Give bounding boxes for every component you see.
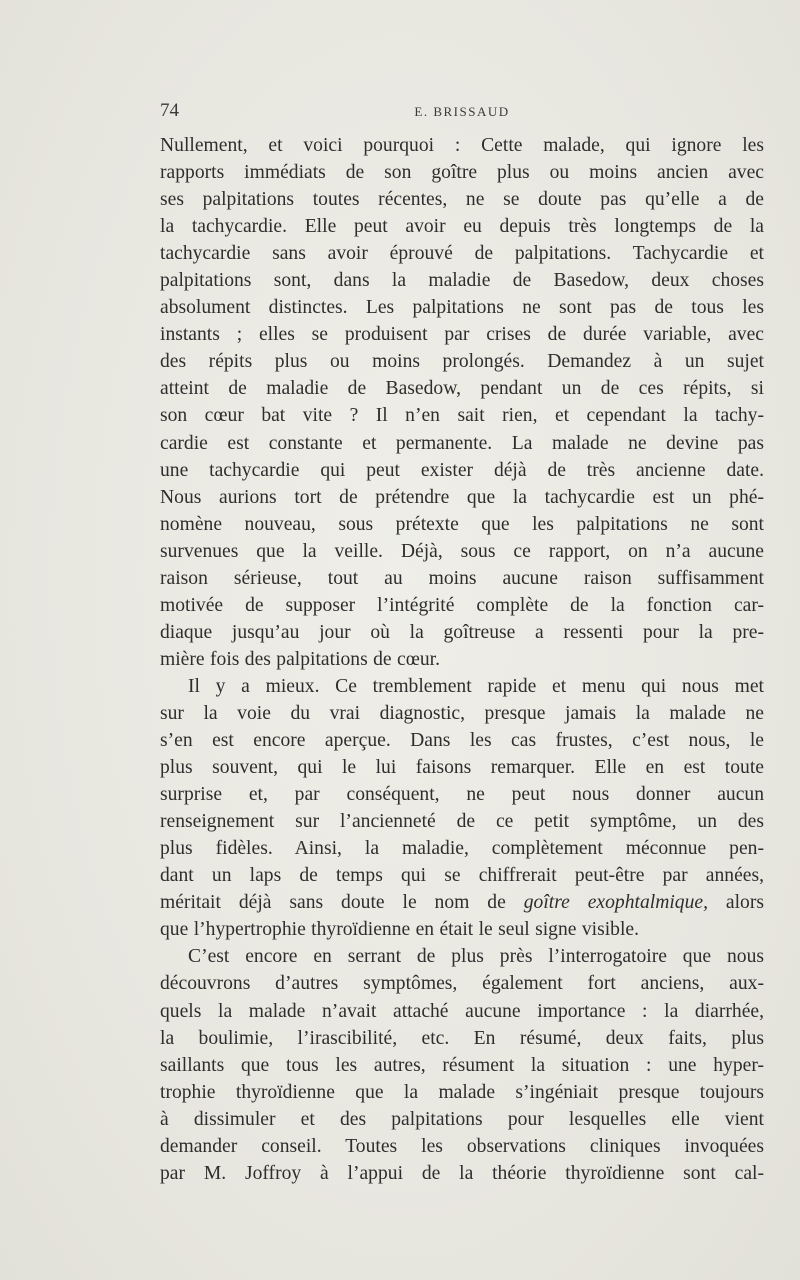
- text-line: C’est encore en serrant de plus près l’interrogatoire que nous: [188, 946, 764, 968]
- text-span: méritait déjà sans doute le nom de: [160, 892, 524, 914]
- body-text: [160, 132, 764, 1187]
- text-line: demander conseil. Toutes les observations cliniques invoquées: [160, 1135, 764, 1157]
- page-header: [160, 100, 764, 126]
- text-line: survenues que la veille. Déjà, sous ce rapport, on n’a aucune: [160, 540, 764, 562]
- paragraph-1: [160, 132, 764, 673]
- text-line: plus fidèles. Ainsi, la maladie, complètement méconnue pen-: [160, 838, 764, 860]
- text-line: s’en est encore aperçue. Dans les cas frustes, c’est nous, le: [160, 730, 764, 752]
- text-line: instants ; elles se produisent par crises de durée variable, avec: [160, 324, 764, 346]
- text-line: motivée de supposer l’intégrité complète de la fonction car-: [160, 594, 764, 616]
- text-line: rapports immédiats de son goître plus ou moins ancien avec: [160, 162, 764, 184]
- text-line: plus souvent, qui le lui faisons remarquer. Elle en est toute: [160, 757, 764, 779]
- text-line: des répits plus ou moins prolongés. Demandez à un sujet: [160, 351, 764, 373]
- text-line: atteint de maladie de Basedow, pendant un de ces répits, si: [160, 378, 764, 400]
- text-line: par M. Joffroy à l’appui de la théorie thyroïdienne sont cal-: [160, 1162, 764, 1184]
- text-line: palpitations sont, dans la maladie de Basedow, deux choses: [160, 270, 764, 292]
- text-line: raison sérieuse, tout au moins aucune raison suffisamment: [160, 567, 764, 589]
- text-line: renseignement sur l’ancienneté de ce petit symptôme, un des: [160, 811, 764, 833]
- text-line: absolument distinctes. Les palpitations ne sont pas de tous les: [160, 297, 764, 319]
- text-line: sur la voie du vrai diagnostic, presque jamais la malade ne: [160, 702, 764, 724]
- text-line: trophie thyroïdienne que la malade s’ingéniait presque toujours: [160, 1081, 764, 1103]
- text-line: que l’hypertrophie thyroïdienne en était le seul signe visible.: [160, 919, 640, 941]
- text-line: Nullement, et voici pourquoi : Cette malade, qui ignore les: [160, 135, 764, 156]
- text-line: à dissimuler et des palpitations pour lesquelles elle vient: [160, 1108, 764, 1130]
- text-line: Nous aurions tort de prétendre que la tachycardie est un phé-: [160, 486, 764, 508]
- text-line: mière fois des palpitations de cœur.: [160, 648, 441, 670]
- text-line: nomène nouveau, sous prétexte que les palpitations ne sont: [160, 513, 764, 535]
- text-line: dant un laps de temps qui se chiffrerait peut-être par années,: [160, 865, 764, 887]
- text-line: cardie est constante et permanente. La malade ne devine pas: [160, 432, 764, 454]
- running-head: E. BRISSAUD: [414, 104, 510, 119]
- text-line: une tachycardie qui peut exister déjà de très ancienne date.: [160, 459, 764, 481]
- text-line: saillants que tous les autres, résument la situation : une hyper-: [160, 1054, 764, 1076]
- text-span: alors: [707, 892, 764, 914]
- text-line: quels la malade n’avait attaché aucune importance : la diarrhée,: [160, 1000, 764, 1022]
- italic-term: goître exophtalmique,: [523, 892, 708, 914]
- paragraph-3: [160, 943, 764, 1186]
- text-line: son cœur bat vite ? Il n’en sait rien, et cependant la tachy-: [160, 405, 764, 427]
- text-line: surprise et, par conséquent, ne peut nous donner aucun: [160, 784, 764, 806]
- text-line: la tachycardie. Elle peut avoir eu depuis très longtemps de la: [160, 216, 764, 238]
- text-line: ses palpitations toutes récentes, ne se doute pas qu’elle a de: [160, 189, 764, 211]
- text-line: Il y a mieux. Ce tremblement rapide et menu qui nous met: [188, 675, 764, 697]
- paragraph-2: [160, 673, 764, 943]
- text-line-with-italic: [160, 889, 764, 916]
- text-line: découvrons d’autres symptômes, également fort anciens, aux-: [160, 973, 764, 995]
- text-line: tachycardie sans avoir éprouvé de palpitations. Tachycardie et: [160, 243, 764, 265]
- text-line: la boulimie, l’irascibilité, etc. En résumé, deux faits, plus: [160, 1027, 764, 1049]
- text-line: diaque jusqu’au jour où la goîtreuse a ressenti pour la pre-: [160, 621, 764, 643]
- page-number: 74: [160, 100, 179, 121]
